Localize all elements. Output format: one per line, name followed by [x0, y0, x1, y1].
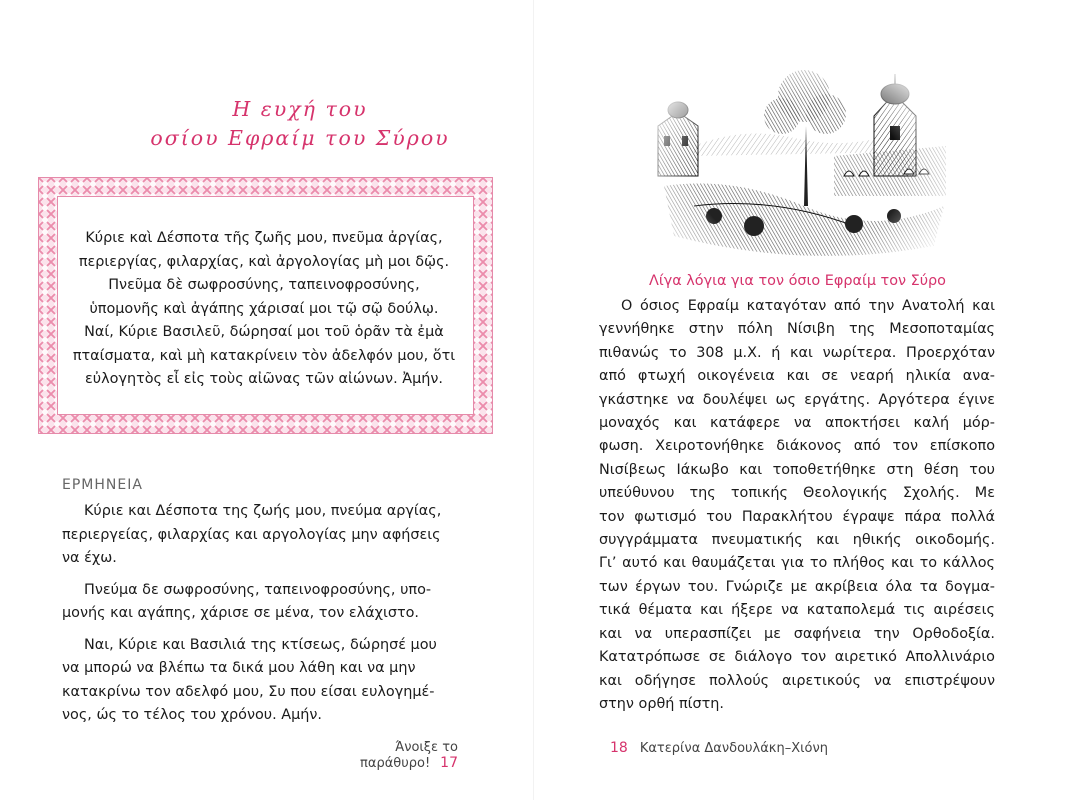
interpretation-text [62, 500, 457, 736]
text-line: Κύριε και Δέσποτα της ζωής μου, πνεύμα αργίας, [84, 503, 442, 519]
prayer-line: περιεργίας, φιλαρχίας, καὶ ἀργολογίας μὴ μοι δῷς. [78, 253, 450, 270]
prayer-line: Πνεῦμα δὲ σωφροσύνης, ταπεινοφροσύνης, [108, 277, 420, 293]
prayer-line: ὑπομονῆς καὶ ἀγάπης χάρισαί μοι τῷ σῷ δούλῳ. [89, 300, 439, 317]
biography-text [599, 295, 995, 716]
prayer-line: πταίσματα, καὶ μὴ κατακρίνειν τὸν ἀδελφόν μου, ὅτι [72, 347, 456, 364]
running-header-author: Κατερίνα Δανδουλάκη–Χιόνη [639, 741, 828, 756]
text-line: στην ορθή πίστη. [599, 695, 724, 712]
text-line: και να υπερασπίζει με σαφήνεια την Ορθοδοξία. [599, 625, 995, 642]
prayer-title-line: Η ευχή του [232, 97, 368, 121]
text-line: νος, ώς το τέλος του χρόνου. Αμήν. [62, 707, 323, 723]
text-line: τον φωτισμό του Παρακλήτου έγραψε πάρα πολλά [599, 508, 995, 525]
text-line: κατακρίνω τον αδελφό μου, Συ που είσαι ευλογημέ- [62, 683, 435, 700]
text-line: πιθανώς το 308 μ.Χ. ή και νωρίτερα. Προερχόταν [599, 344, 995, 361]
text-line: περιεργείας, φιλαρχίας και αργολογίας μην αφήσεις [62, 526, 441, 543]
text-line: γκάστηκε να δουλέψει ως εργάτης. Αργότερα έγινε [599, 391, 995, 408]
text-line: μοναχός και κατάφερε να αποκτήσει καλή μόρ- [599, 415, 995, 432]
book-gutter [533, 0, 534, 800]
running-header-book-title: Άνοιξε το παράθυρο! [360, 740, 458, 771]
text-line: φωση. Χειροτονήθηκε διάκονος από τον επίσκοπο [599, 438, 995, 455]
text-line: Κατατρόπωσε σε διάλογο τον αιρετικό Απολλινάριο [599, 649, 995, 666]
page-number: 18 [610, 740, 628, 756]
bio-subtitle: Λίγα λόγια για τον όσιο Εφραίμ τον Σύρο [648, 273, 946, 289]
text-line: να έχω. [62, 550, 117, 566]
text-line: υπεύθυνου της τοπικής Θεολογικής Σχολής. Με [599, 485, 995, 502]
text-line: μονής και αγάπης, χάρισε σε μένα, τον ελάχιστο. [62, 605, 419, 621]
monastery-sketch-illustration [654, 56, 946, 270]
text-line: να μπορώ να βλέπω τα δικά μου λάθη και να μην [62, 660, 416, 676]
prayer-title [130, 95, 470, 153]
text-line: γεννήθηκε στην πόλη Νίσιβη της Μεσοποταμίας [599, 321, 995, 338]
page-number: 17 [440, 755, 458, 771]
interpretation-paragraph [62, 634, 457, 728]
prayer-line: Ναί, Κύριε Βασιλεῦ, δώρησαί μοι τοῦ ὁρᾶν τὰ ἐμὰ [84, 324, 444, 340]
text-line: Πνεύμα δε σωφροσύνης, ταπεινοφροσύνης, υπο- [84, 581, 432, 598]
interpretation-paragraph [62, 500, 457, 571]
text-line: Νισίβεως Ιάκωβο και τοποθετήθηκε στη θέση του [599, 461, 995, 478]
text-line: των έργων του. Γνώριζε με ακρίβεια όλα τα δογμα- [599, 578, 995, 595]
text-line: Ο όσιος Εφραίμ καταγόταν από την Ανατολή και [621, 298, 995, 314]
prayer-title-line: οσίου Εφραίμ του Σύρου [150, 126, 450, 150]
left-footer [300, 740, 458, 771]
prayer-line: Κύριε καὶ Δέσποτα τῆς ζωῆς μου, πνεῦμα ἀργίας, [85, 230, 443, 246]
interpretation-paragraph [62, 579, 457, 626]
prayer-line: εὐλογητὸς εἶ εἰς τοὺς αἰῶνας τῶν αἰώνων. Ἀμήν. [85, 371, 443, 387]
interpretation-heading: ΕΡΜΗΝΕΙΑ [62, 477, 143, 493]
text-line: Γι’ αυτό και θαυμάζεται για το πλήθος και το κάλλος [599, 555, 995, 572]
text-line: Ναι, Κύριε και Βασιλιά της κτίσεως, δώρησέ μου [84, 636, 437, 653]
prayer-text [70, 227, 458, 392]
text-line: και οδήγησε πολλούς αιρετικούς να επιστρέψουν [599, 672, 995, 689]
text-line: τικά θέματα και ήξερε να καταπολεμά τις αιρέσεις [599, 602, 995, 619]
text-line: από φτωχή οικογένεια και σε νεαρή ηλικία ανα- [599, 368, 995, 385]
text-line: συγγράμματα πνευματικής και ηθικής οικοδομής. [599, 532, 995, 549]
right-footer [610, 740, 870, 756]
